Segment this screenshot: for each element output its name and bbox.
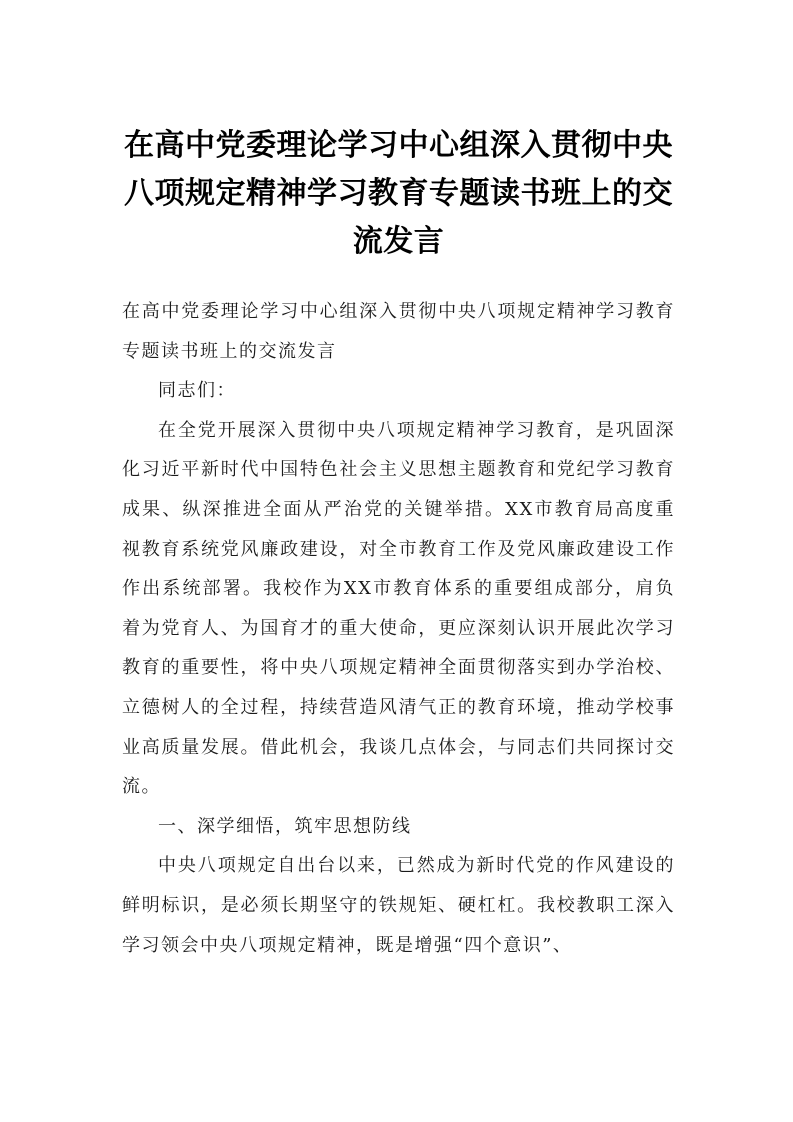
document-body [122,292,675,965]
paragraph-salutation: 同志们： [158,380,236,402]
paragraph-section-1: 中央八项规定自出台以来，已然成为新时代党的作风建设的鲜明标识，是必须长期坚守的铁规矩、硬杠杠。我校教职工深入学习领会中央八项规定精神，既是增强“四个意识”、 [122,855,675,956]
document-title: 在高中党委理论学习中心组深入贯彻中央八项规定精神学习教育专题读书班上的交流发言 [124,128,673,259]
paragraph-intro: 在全党开展深入贯彻中央八项规定精神学习教育，是巩固深化习近平新时代中国特色社会主义思想主题教育和党纪学习教育成果、纵深推进全面从严治党的关键举措。XX市教育局高度重视教育系统党风廉政建设，对全市教育工作及党风廉政建设工作作出系统部署。我校作为XX市教育体系的重要组成部分，肩负着为党育人、为国育才的重大使命，更应深刻认识开展此次学习教育的重要性，将中央八项规定精神全面贯彻落实到办学治校、立德树人的全过程，持续营造风清气正的教育环境，推动学校事业高质量发展。借此机会，我谈几点体会，与同志们共同探讨交流。 [122,419,675,798]
paragraph-title-repeat: 在高中党委理论学习中心组深入贯彻中央八项规定精神学习教育专题读书班上的交流发言 [122,301,675,362]
section-heading-1: 一、深学细悟，筑牢思想防线 [158,815,412,837]
